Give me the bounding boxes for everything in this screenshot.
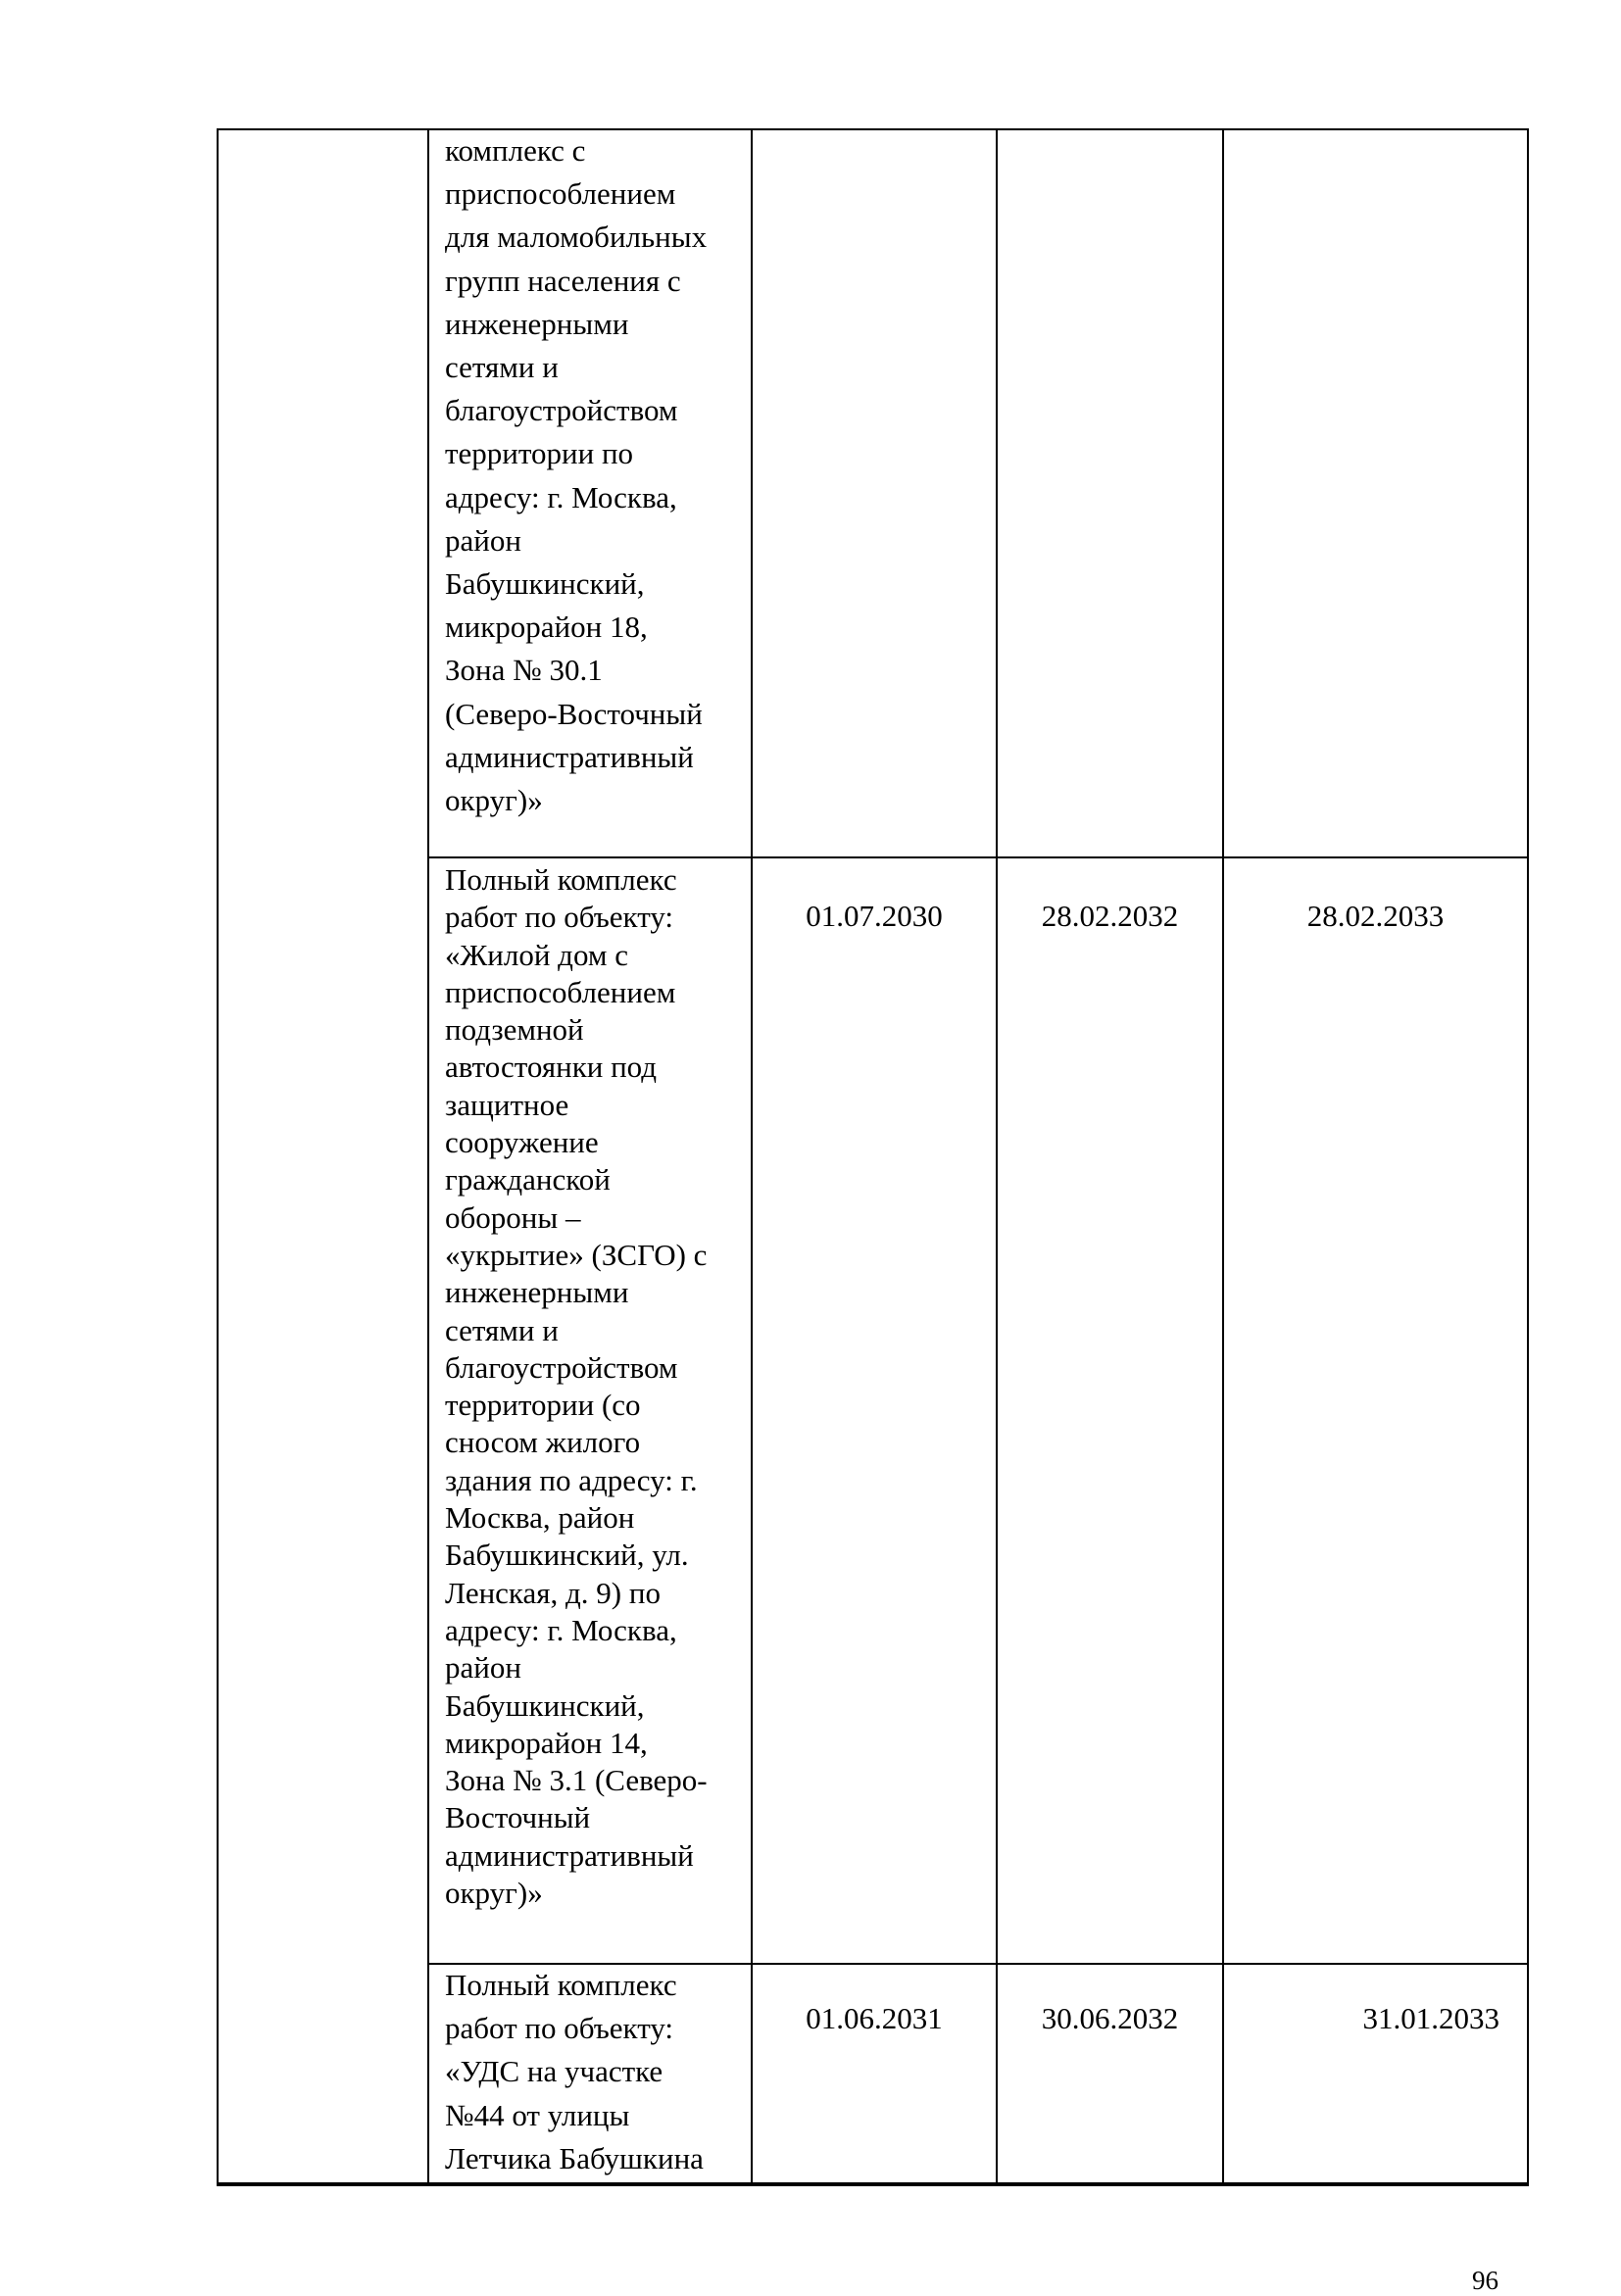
table-cell-description: Полный комплекс работ по объекту: «Жилой дом с приспособлением подземной автостоянки под защитное сооружение гражданской обороны – «укрытие» (ЗСГО) с инженерными сетями и благоустройством территории (со сносом жилого здания по адресу: г. Москва, район Бабушкинский, ул. Ленская, д. 9) по адресу: г. Москва, район Бабушкинский, микрорайон 14, Зона № 3.1 (Северо- Восточный административный округ)» xyxy=(445,862,708,1911)
column-divider xyxy=(1527,128,1529,2186)
table-cell-date-start: 01.07.2030 xyxy=(806,899,943,933)
table-border-bottom xyxy=(217,2182,1528,2186)
column-divider xyxy=(217,128,219,2186)
table-cell-description: комплекс с приспособлением для маломобильных групп населения с инженерными сетями и благоустройством территории по адресу: г. Москва, район Бабушкинский, микрорайон 18, Зона № 30.1 (Северо-Восточный административный округ)» xyxy=(445,133,708,818)
table-border-top xyxy=(217,128,1528,130)
table-cell-date-end: 31.01.2033 xyxy=(1362,2001,1499,2035)
column-divider xyxy=(751,128,753,2186)
column-divider xyxy=(996,128,998,2186)
table-cell-date-mid: 30.06.2032 xyxy=(1041,2001,1179,2035)
table-cell-date-mid: 28.02.2032 xyxy=(1041,899,1179,933)
table-cell-date-end: 28.02.2033 xyxy=(1306,899,1445,933)
page-number: 96 xyxy=(1472,2266,1498,2295)
table-cell-description: Полный комплекс работ по объекту: «УДС на участке №44 от улицы Летчика Бабушкина xyxy=(445,1968,704,2175)
table-cell-date-start: 01.06.2031 xyxy=(806,2001,943,2035)
row-divider xyxy=(427,856,1528,858)
column-divider xyxy=(427,128,429,2186)
column-divider xyxy=(1222,128,1224,2186)
